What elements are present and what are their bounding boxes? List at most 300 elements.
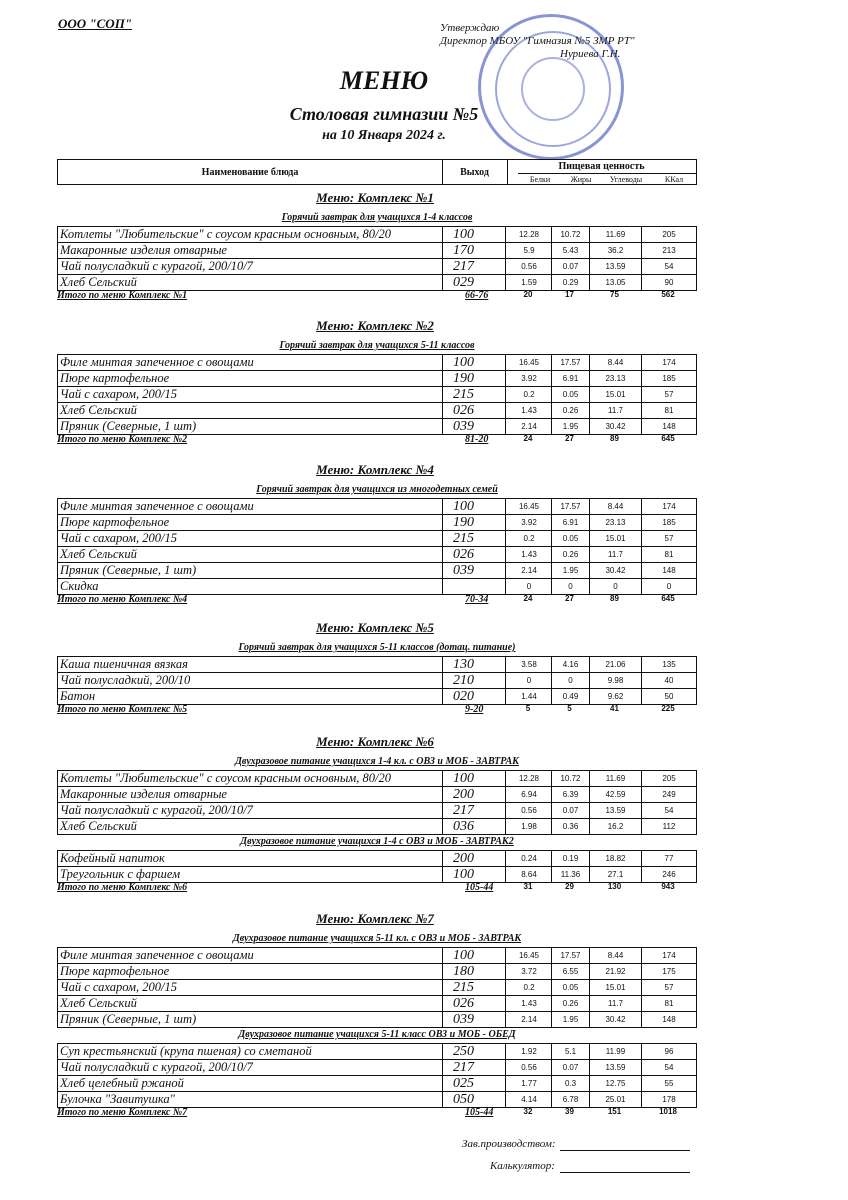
table-row (58, 867, 696, 882)
carbs-value: 11.69 (590, 227, 642, 242)
kcal-value: 54 (664, 1063, 674, 1072)
fats-value: 0.05 (552, 980, 590, 995)
total-label: Итого по меню Комплекс №1 (57, 290, 188, 301)
dish-name: Хлеб Сельский (58, 403, 443, 418)
menu-table (57, 1043, 697, 1108)
carbs-value: 21.06 (590, 657, 642, 672)
kcal-value: 148 (662, 1015, 676, 1024)
section-title: Меню: Комплекс №6 (316, 734, 434, 749)
dish-output: 217 (443, 1060, 506, 1075)
section-total (57, 882, 697, 894)
table-row (58, 980, 696, 996)
kcal-value: 174 (662, 502, 676, 511)
dish-name: Суп крестьянский (крупа пшеная) со сметаной (58, 1044, 443, 1059)
fats-value: 10.72 (552, 227, 590, 242)
dish-name: Чай полусладкий, 200/10 (58, 673, 443, 688)
total-label: Итого по меню Комплекс №7 (57, 1107, 188, 1118)
table-row (58, 1044, 696, 1060)
carbs-value: 0 (590, 579, 642, 594)
page-title: МЕНЮ (339, 66, 429, 95)
kcal-value: 205 (662, 230, 676, 239)
group-subtitle: Горячий завтрак для учащихся 5-11 классов (дотац. питание) (238, 642, 516, 653)
kcal-value: 50 (664, 692, 674, 701)
proteins-value: 2.14 (507, 419, 552, 434)
fats-value: 1.95 (552, 1012, 590, 1027)
proteins-value: 16.45 (507, 355, 552, 370)
menu-table (57, 770, 697, 835)
table-row (58, 1012, 696, 1027)
producer-label: Зав.производством: (462, 1138, 556, 1150)
table-row (58, 948, 696, 964)
total-carbs: 130 (607, 882, 622, 891)
total-price: 70-34 (465, 594, 489, 605)
kcal-value: 77 (664, 854, 674, 863)
dish-output: 025 (443, 1076, 506, 1091)
section-title: Меню: Комплекс №5 (316, 620, 434, 635)
fats-value: 0.3 (552, 1076, 590, 1091)
fats-value: 0.19 (552, 851, 590, 866)
fats-value: 0.05 (552, 531, 590, 546)
fats-value: 0.26 (552, 403, 590, 418)
dish-name: Чай с сахаром, 200/15 (58, 980, 443, 995)
proteins-value: 6.94 (507, 787, 552, 802)
kcal-value: 178 (662, 1095, 676, 1104)
dish-output: 020 (443, 689, 506, 704)
table-row (58, 673, 696, 689)
dish-name: Каша пшеничная вязкая (58, 657, 443, 672)
dish-name: Макаронные изделия отварные (58, 787, 443, 802)
dish-output: 050 (443, 1092, 506, 1107)
table-row (58, 579, 696, 594)
total-fats: 17 (565, 290, 574, 299)
dish-output: 130 (443, 657, 506, 672)
dish-name: Пюре картофельное (58, 371, 443, 386)
section-total (57, 1107, 697, 1119)
section-title: Меню: Комплекс №1 (316, 190, 434, 205)
table-row (58, 547, 696, 563)
section-total (57, 290, 697, 302)
kcal-value: 90 (664, 278, 674, 287)
carbs-value: 25.01 (590, 1092, 642, 1107)
dish-output: 180 (443, 964, 506, 979)
kcal-value: 148 (662, 422, 676, 431)
proteins-value: 1.43 (507, 547, 552, 562)
fats-value: 0.49 (552, 689, 590, 704)
fats-value: 0 (552, 579, 590, 594)
dish-output: 190 (443, 371, 506, 386)
kcal-value: 175 (662, 967, 676, 976)
table-row (58, 355, 696, 371)
dish-output: 039 (443, 563, 506, 578)
dish-name: Пряник (Северные, 1 шт) (58, 419, 443, 434)
header-proteins: Белки (518, 173, 562, 184)
table-row (58, 689, 696, 704)
fats-value: 0.07 (552, 803, 590, 818)
dish-output: 200 (443, 851, 506, 866)
proteins-value: 1.44 (507, 689, 552, 704)
header-output: Выход (442, 160, 508, 184)
fats-value: 17.57 (552, 499, 590, 514)
total-carbs: 89 (610, 434, 619, 443)
total-proteins: 24 (523, 594, 533, 603)
fats-value: 6.91 (552, 515, 590, 530)
fats-value: 4.16 (552, 657, 590, 672)
proteins-value: 0 (507, 673, 552, 688)
section-title: Меню: Комплекс №2 (316, 318, 434, 333)
kcal-value: 185 (662, 374, 676, 383)
carbs-value: 9.62 (590, 689, 642, 704)
dish-output: 200 (443, 787, 506, 802)
menu-table (57, 226, 697, 291)
kcal-value: 81 (664, 999, 674, 1008)
kcal-value: 249 (662, 790, 676, 799)
section-total (57, 434, 697, 446)
proteins-value: 0.2 (507, 531, 552, 546)
table-row (58, 371, 696, 387)
dish-output: 026 (443, 403, 506, 418)
kcal-value: 112 (662, 822, 676, 831)
total-fats: 39 (565, 1107, 574, 1116)
dish-output: 039 (443, 1012, 506, 1027)
total-label: Итого по меню Комплекс №2 (57, 434, 188, 445)
header-kcal: ККал (652, 173, 696, 184)
dish-name: Филе минтая запеченное с овощами (58, 355, 443, 370)
proteins-value: 0.56 (507, 1060, 552, 1075)
proteins-value: 1.92 (507, 1044, 552, 1059)
dish-output: 217 (443, 259, 506, 274)
proteins-value: 1.43 (507, 996, 552, 1011)
dish-output: 100 (443, 771, 506, 786)
dish-name: Пюре картофельное (58, 964, 443, 979)
total-proteins: 31 (523, 882, 533, 891)
proteins-value: 2.14 (507, 1012, 552, 1027)
total-kcal: 562 (661, 290, 675, 299)
section-total (57, 594, 697, 606)
carbs-value: 8.44 (590, 355, 642, 370)
carbs-value: 11.69 (590, 771, 642, 786)
fats-value: 5.1 (552, 1044, 590, 1059)
carbs-value: 12.75 (590, 1076, 642, 1091)
dish-output: 215 (443, 531, 506, 546)
proteins-value: 5.9 (507, 243, 552, 258)
menu-table (57, 656, 697, 705)
table-row (58, 275, 696, 290)
fats-value: 10.72 (552, 771, 590, 786)
approval-line-1: Утверждаю (440, 22, 500, 34)
total-price: 105-44 (465, 1107, 494, 1118)
dish-name: Батон (58, 689, 443, 704)
dish-output: 170 (443, 243, 506, 258)
dish-name: Хлеб Сельский (58, 819, 443, 834)
kcal-value: 54 (664, 806, 674, 815)
proteins-value: 1.98 (507, 819, 552, 834)
total-fats: 27 (565, 434, 574, 443)
dish-name: Пряник (Северные, 1 шт) (58, 1012, 443, 1027)
carbs-value: 9.98 (590, 673, 642, 688)
fats-value: 0.07 (552, 259, 590, 274)
group-subtitle: Двухразовое питание учащихся 5-11 класс ОВЗ и МОБ - ОБЕД (238, 1029, 516, 1040)
group-subtitle: Двухразовое питание учащихся 1-4 кл. с ОВЗ и МОБ - ЗАВТРАК (235, 756, 519, 767)
kcal-value: 148 (662, 566, 676, 575)
carbs-value: 13.59 (590, 1060, 642, 1075)
dish-output: 039 (443, 419, 506, 434)
proteins-value: 0.56 (507, 259, 552, 274)
total-proteins: 5 (525, 704, 531, 713)
dish-name: Чай полусладкий с курагой, 200/10/7 (58, 803, 443, 818)
kcal-value: 174 (662, 951, 676, 960)
fats-value: 0.36 (552, 819, 590, 834)
proteins-value: 16.45 (507, 948, 552, 963)
table-row (58, 771, 696, 787)
proteins-value: 1.59 (507, 275, 552, 290)
dish-output: 100 (443, 227, 506, 242)
dish-name: Чай полусладкий с курагой, 200/10/7 (58, 1060, 443, 1075)
fats-value: 6.91 (552, 371, 590, 386)
total-proteins: 32 (523, 1107, 533, 1116)
carbs-value: 13.05 (590, 275, 642, 290)
dish-output: 100 (443, 499, 506, 514)
kcal-value: 40 (664, 676, 674, 685)
carbs-value: 11.7 (590, 996, 642, 1011)
proteins-value: 3.58 (507, 657, 552, 672)
proteins-value: 3.72 (507, 964, 552, 979)
kcal-value: 185 (662, 518, 676, 527)
section-title: Меню: Комплекс №4 (316, 462, 434, 477)
proteins-value: 3.92 (507, 371, 552, 386)
proteins-value: 0 (507, 579, 552, 594)
table-row (58, 851, 696, 867)
table-row (58, 1060, 696, 1076)
proteins-value: 8.64 (507, 867, 552, 882)
group-subtitle: Горячий завтрак для учащихся 1-4 классов (281, 212, 473, 223)
proteins-value: 1.77 (507, 1076, 552, 1091)
kcal-value: 246 (662, 870, 676, 879)
fats-value: 0.07 (552, 1060, 590, 1075)
total-price: 105-44 (465, 882, 494, 893)
group-subtitle: Двухразовое питание учащихся 5-11 кл. с ОВЗ и МОБ - ЗАВТРАК (232, 933, 522, 944)
section-title: Меню: Комплекс №7 (316, 911, 434, 926)
dish-output: 190 (443, 515, 506, 530)
total-fats: 5 (567, 704, 572, 713)
total-kcal: 1018 (659, 1107, 677, 1116)
proteins-value: 2.14 (507, 563, 552, 578)
menu-table (57, 354, 697, 435)
header-carbs: Углеводы (600, 173, 652, 184)
dish-name: Треугольник с фаршем (58, 867, 443, 882)
calculator-label: Калькулятор: (490, 1160, 555, 1172)
fats-value: 6.55 (552, 964, 590, 979)
dish-name: Чай с сахаром, 200/15 (58, 531, 443, 546)
total-carbs: 75 (610, 290, 619, 299)
table-row (58, 803, 696, 819)
table-row (58, 787, 696, 803)
proteins-value: 12.28 (507, 771, 552, 786)
dish-output (443, 579, 506, 594)
carbs-value: 23.13 (590, 515, 642, 530)
carbs-value: 30.42 (590, 563, 642, 578)
carbs-value: 42.59 (590, 787, 642, 802)
total-carbs: 41 (610, 704, 619, 713)
kcal-value: 174 (662, 358, 676, 367)
producer-signature-line (560, 1150, 690, 1151)
dish-output: 217 (443, 803, 506, 818)
proteins-value: 0.2 (507, 980, 552, 995)
carbs-value: 30.42 (590, 419, 642, 434)
table-row (58, 657, 696, 673)
dish-name: Чай с сахаром, 200/15 (58, 387, 443, 402)
proteins-value: 0.2 (507, 387, 552, 402)
total-kcal: 225 (661, 704, 675, 713)
dish-name: Булочка "Завитушка" (58, 1092, 443, 1107)
carbs-value: 8.44 (590, 948, 642, 963)
carbs-value: 16.2 (590, 819, 642, 834)
dish-output: 100 (443, 355, 506, 370)
table-row (58, 227, 696, 243)
total-carbs: 151 (607, 1107, 622, 1116)
dish-name: Пюре картофельное (58, 515, 443, 530)
kcal-value: 54 (664, 262, 674, 271)
kcal-value: 96 (664, 1047, 674, 1056)
table-row (58, 243, 696, 259)
table-row (58, 387, 696, 403)
dish-name: Кофейный напиток (58, 851, 443, 866)
table-row (58, 563, 696, 579)
table-row (58, 1076, 696, 1092)
carbs-value: 27.1 (590, 867, 642, 882)
menu-table (57, 947, 697, 1028)
menu-table (57, 498, 697, 595)
dish-name: Хлеб Сельский (58, 275, 443, 290)
dish-output: 100 (443, 948, 506, 963)
table-row (58, 403, 696, 419)
dish-name: Макаронные изделия отварные (58, 243, 443, 258)
total-kcal: 943 (661, 882, 675, 891)
group-subtitle: Двухразовое питание учащихся 1-4 с ОВЗ и МОБ - ЗАВТРАК2 (240, 836, 514, 847)
group-subtitle: Горячий завтрак для учащихся из многодетных семей (256, 484, 498, 495)
fats-value: 17.57 (552, 948, 590, 963)
page-subtitle: Столовая гимназии №5 (289, 104, 479, 124)
dish-output: 215 (443, 387, 506, 402)
fats-value: 6.78 (552, 1092, 590, 1107)
table-row (58, 515, 696, 531)
approval-line-3: Нуриева Г.Н. (560, 48, 621, 60)
total-label: Итого по меню Комплекс №4 (57, 594, 188, 605)
table-row (58, 996, 696, 1012)
calculator-signature-line (560, 1172, 690, 1173)
header-fats: Жиры (562, 173, 600, 184)
section-total (57, 704, 697, 716)
carbs-value: 23.13 (590, 371, 642, 386)
carbs-value: 30.42 (590, 1012, 642, 1027)
table-row (58, 419, 696, 434)
fats-value: 5.43 (552, 243, 590, 258)
dish-output: 026 (443, 996, 506, 1011)
kcal-value: 213 (662, 246, 676, 255)
total-label: Итого по меню Комплекс №6 (57, 882, 188, 893)
total-kcal: 645 (661, 594, 675, 603)
carbs-value: 15.01 (590, 531, 642, 546)
dish-output: 215 (443, 980, 506, 995)
carbs-value: 11.99 (590, 1044, 642, 1059)
carbs-value: 13.59 (590, 259, 642, 274)
dish-output: 029 (443, 275, 506, 290)
menu-table (57, 850, 697, 883)
total-proteins: 24 (523, 434, 533, 443)
total-fats: 29 (565, 882, 574, 891)
fats-value: 11.36 (552, 867, 590, 882)
proteins-value: 3.92 (507, 515, 552, 530)
carbs-value: 15.01 (590, 980, 642, 995)
dish-name: Пряник (Северные, 1 шт) (58, 563, 443, 578)
dish-name: Котлеты "Любительские" с соусом красным основным, 80/20 (58, 771, 443, 786)
table-row (58, 1092, 696, 1107)
fats-value: 0.26 (552, 996, 590, 1011)
table-row (58, 964, 696, 980)
carbs-value: 8.44 (590, 499, 642, 514)
total-price: 66-76 (465, 290, 489, 301)
fats-value: 1.95 (552, 419, 590, 434)
kcal-value: 205 (662, 774, 676, 783)
header-nutrition: Пищевая ценность (558, 161, 645, 172)
dish-name: Чай полусладкий с курагой, 200/10/7 (58, 259, 443, 274)
carbs-value: 11.7 (590, 403, 642, 418)
fats-value: 0.29 (552, 275, 590, 290)
fats-value: 1.95 (552, 563, 590, 578)
dish-output: 250 (443, 1044, 506, 1059)
fats-value: 17.57 (552, 355, 590, 370)
total-price: 81-20 (465, 434, 489, 445)
dish-name: Филе минтая запеченное с овощами (58, 948, 443, 963)
dish-name: Скидка (58, 579, 443, 594)
carbs-value: 18.82 (590, 851, 642, 866)
fats-value: 0 (552, 673, 590, 688)
proteins-value: 1.43 (507, 403, 552, 418)
carbs-value: 21.92 (590, 964, 642, 979)
proteins-value: 16.45 (507, 499, 552, 514)
kcal-value: 81 (664, 406, 674, 415)
table-row (58, 499, 696, 515)
table-row (58, 819, 696, 834)
total-label: Итого по меню Комплекс №5 (57, 704, 188, 715)
dish-output: 100 (443, 867, 506, 882)
proteins-value: 4.14 (507, 1092, 552, 1107)
proteins-value: 12.28 (507, 227, 552, 242)
carbs-value: 13.59 (590, 803, 642, 818)
table-row (58, 531, 696, 547)
total-kcal: 645 (661, 434, 675, 443)
kcal-value: 135 (662, 660, 676, 669)
carbs-value: 11.7 (590, 547, 642, 562)
total-fats: 27 (565, 594, 574, 603)
table-row (58, 259, 696, 275)
group-subtitle: Горячий завтрак для учащихся 5-11 классов (279, 340, 475, 351)
carbs-value: 36.2 (590, 243, 642, 258)
total-proteins: 20 (523, 290, 533, 299)
table-header (57, 159, 697, 185)
dish-name: Хлеб Сельский (58, 996, 443, 1011)
carbs-value: 15.01 (590, 387, 642, 402)
fats-value: 0.05 (552, 387, 590, 402)
kcal-value: 57 (664, 390, 674, 399)
kcal-value: 57 (664, 983, 674, 992)
dish-output: 026 (443, 547, 506, 562)
kcal-value: 0 (666, 582, 672, 591)
total-price: 9-20 (465, 704, 484, 715)
dish-output: 036 (443, 819, 506, 834)
kcal-value: 57 (664, 534, 674, 543)
dish-output: 210 (443, 673, 506, 688)
organization-name: ООО "СОП" (58, 16, 133, 31)
